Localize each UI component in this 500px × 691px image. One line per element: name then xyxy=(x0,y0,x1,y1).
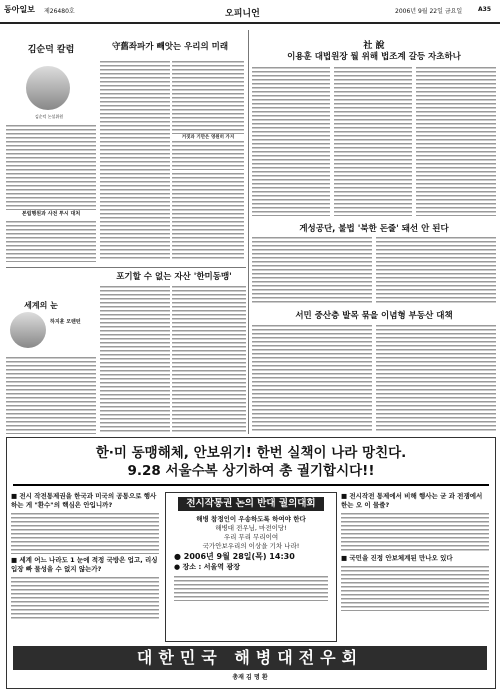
editorial-headline: 서민 중산층 발목 묶을 이념형 부동산 대책 xyxy=(295,311,453,321)
editorial-body xyxy=(376,324,496,432)
column-body xyxy=(6,220,96,262)
ad-event-text: 해병 참정인이 우송하도록 하여야 한다 xyxy=(196,515,306,523)
ad-point: ■ 세계 어느 나라도 1 눈에 적정 국방은 업고, 리싱입장 빠 물성을 수 없지 않는가? xyxy=(11,556,158,573)
editorial-tag: 社 說 xyxy=(363,41,385,51)
ad-footer: 대한민국 해병대전우회 xyxy=(13,646,487,670)
ad-point: ■ 국민을 진정 안보체계된 만나오 있다 xyxy=(341,554,453,562)
editorial-body xyxy=(334,66,412,216)
article-headline: 포기할 수 없는 자산 '한미동맹' xyxy=(116,272,232,282)
ad-event-banner: 전시작통권 논의 반대 궐의대회 xyxy=(178,497,324,511)
ad-body xyxy=(341,512,489,552)
author-photo xyxy=(10,312,46,348)
ad-event-text: 해병대 전우님, 마전이당! xyxy=(215,524,287,532)
ad-body xyxy=(341,565,489,611)
ad-body xyxy=(11,512,159,554)
ad-event-place: ● 장소 : 서울역 광장 xyxy=(174,563,240,571)
newspaper-logo: 동아일보 xyxy=(4,5,35,14)
column-title: 김순덕 칼럼 xyxy=(27,45,75,55)
editorial-headline: 이용훈 대법원장 뭘 위해 법조계 갈등 자초하나 xyxy=(287,52,461,62)
editorial-body xyxy=(376,236,496,304)
editorial-body xyxy=(416,66,496,216)
column-title: 세계의 눈 xyxy=(24,301,58,310)
ad-center-box xyxy=(165,492,337,642)
author-photo xyxy=(26,66,70,110)
article-body xyxy=(172,285,246,433)
article-headline: 守舊좌파가 빼앗는 우리의 미래 xyxy=(111,42,229,52)
ad-right-box xyxy=(341,492,489,642)
column-subhead: 본립행원과 사전 투시 대처 xyxy=(21,211,81,217)
editorial-body xyxy=(252,236,372,304)
author-name: 하지훈 모렌턴 xyxy=(50,319,81,325)
article-body xyxy=(100,60,170,260)
issue-number: 제26480호 xyxy=(44,8,75,15)
divider xyxy=(248,30,249,434)
ad-headline: 한·미 동맹해체, 안보위기! 한번 실책이 나라 망친다. xyxy=(95,445,407,461)
article-subhead: 거짓과 기만은 영원히 가지 xyxy=(172,134,244,140)
column-body xyxy=(6,124,96,210)
section-title: 오피니언 xyxy=(225,9,260,19)
article-body xyxy=(172,60,244,170)
advertisement xyxy=(6,437,496,689)
ad-body xyxy=(11,576,159,620)
column-body xyxy=(6,356,96,434)
page-number: A35 xyxy=(478,6,491,13)
ad-body xyxy=(174,575,328,601)
page-header xyxy=(0,0,500,24)
ad-footer-sub: 총재 김 명 환 xyxy=(232,674,268,681)
ad-left-box xyxy=(11,492,159,642)
ad-divider xyxy=(13,484,489,486)
ad-point: ■ 전시작전 통제에서 비해 행사는 굳 과 전쟁에서 한는 오 이 물줄? xyxy=(341,492,483,509)
article-body xyxy=(172,172,244,260)
author-name: 김순덕 논설위원 xyxy=(34,114,64,119)
ad-event-text: 우리 무리 무리이여 xyxy=(223,533,279,541)
editorial-headline: 게성공단, 불법 '북한 돈줄' 돼선 안 된다 xyxy=(299,224,449,234)
divider xyxy=(6,267,246,268)
ad-headline: 9.28 서울수복 상기하여 총 궐기합시다!! xyxy=(127,463,375,479)
page-date: 2006년 9월 22일 금요일 xyxy=(395,8,463,15)
ad-event-date: ● 2006년 9월 28일(목) 14:30 xyxy=(174,552,295,561)
editorial-body xyxy=(252,324,372,432)
ad-event-text: 국가안보우리의 이상을 기차 나라! xyxy=(202,542,300,550)
editorial-body xyxy=(252,66,330,216)
article-body xyxy=(100,285,170,433)
ad-point: ■ 전시 작전통제권을 한국과 미국의 공통으로 행사하는 게 "환수"의 핵심은 안입니까? xyxy=(11,492,157,509)
